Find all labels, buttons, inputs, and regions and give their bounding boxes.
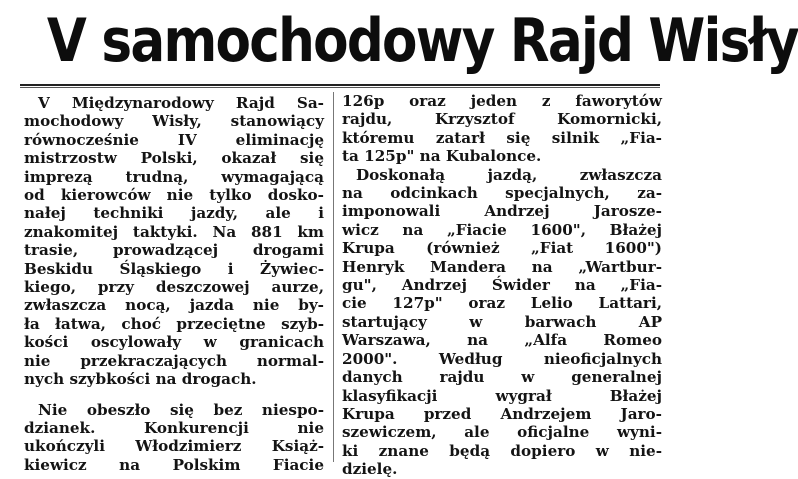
article-text-line: gu", Andrzej Świder na „Fia- xyxy=(342,276,662,295)
article-text-line: Krupa (również „Fiat 1600") xyxy=(342,239,662,258)
article-column-right xyxy=(342,92,662,479)
article-text-line: mochodowy Wisły, stanowiący xyxy=(24,112,324,131)
article-text-line: 126p oraz jeden z faworytów xyxy=(342,92,662,110)
article-text-line: wicz na „Fiacie 1600", Błażej xyxy=(342,220,662,239)
article-text-line: ta 125p" na Kubalonce. xyxy=(342,147,542,166)
article-text-line: szewiczem, ale oficjalne wyni- xyxy=(342,423,662,442)
article-text-line: kiego, przy deszczowej aurze, xyxy=(24,278,324,297)
article-text-line: klasyfikacji wygrał Błażej xyxy=(342,386,662,405)
article-text-line: równocześnie IV eliminację xyxy=(24,130,324,149)
article-text-line: ła łatwa, choć przeciętne szyb- xyxy=(24,314,324,333)
article-text-line: imponowali Andrzej Jarosze- xyxy=(342,202,662,221)
article-text-line: nych szybkości na drogach. xyxy=(24,370,257,389)
article-text-line: ukończyli Włodzimierz Książ- xyxy=(24,437,324,456)
article-column-left xyxy=(24,94,324,474)
article-text-line: imprezą trudną, wymagającą xyxy=(24,167,324,186)
article-text-line: na odcinkach specjalnych, za- xyxy=(342,184,662,203)
article-text-line: trasie, prowadzącej drogami xyxy=(24,241,324,260)
article-paragraph xyxy=(342,92,662,166)
article-text-line: Henryk Mandera na „Wartbur- xyxy=(342,257,662,276)
article-text-line: rajdu, Krzysztof Komornicki, xyxy=(342,110,662,129)
article-text-line: Warszawa, na „Alfa Romeo xyxy=(342,331,662,350)
article-text-line: dzianek. Konkurencji nie xyxy=(24,418,324,437)
article-text-line: mistrzostw Polski, okazał się xyxy=(24,149,324,168)
article-text-line: Krupa przed Andrzejem Jaro- xyxy=(342,404,662,423)
article-text-line: ki znane będą dopiero w nie- xyxy=(342,441,662,460)
article-text-line: nałej techniki jazdy, ale i xyxy=(24,204,324,223)
article-text-line: V Międzynarodowy Rajd Sa- xyxy=(38,94,324,112)
column-separator xyxy=(333,92,334,462)
article-text-line: 2000". Według nieoficjalnych xyxy=(342,349,662,368)
article-text-line: Doskonałą jazdą, zwłaszcza xyxy=(356,165,662,184)
article-headline: V samochodowy Rajd Wisły xyxy=(46,6,798,76)
article-text-line: dzielę. xyxy=(342,460,398,479)
article-text-line: od kierowców nie tylko dosko- xyxy=(24,186,324,205)
article-text-line: Nie obeszło się bez niespo- xyxy=(38,400,324,419)
article-text-line: znakomitej taktyki. Na 881 km xyxy=(24,222,324,241)
article-paragraph xyxy=(342,166,662,479)
article-text-line: kości oscylowały w granicach xyxy=(24,333,324,352)
headline-rule xyxy=(20,84,660,88)
article-text-line: nie przekraczających normal- xyxy=(24,351,324,370)
article-text-line: kiewicz na Polskim Fiacie xyxy=(24,455,324,474)
article-text-line: zwłaszcza nocą, jazda nie by- xyxy=(24,296,324,315)
article-paragraph xyxy=(24,401,324,475)
article-text-line: któremu zatarł się silnik „Fia- xyxy=(342,128,662,147)
article-text-line: Beskidu Śląskiego i Żywiec- xyxy=(24,259,324,278)
article-text-line: startujący w barwach AP xyxy=(342,312,662,331)
article-text-line: danych rajdu w generalnej xyxy=(342,368,662,387)
article-text-line: cie 127p" oraz Lelio Lattari, xyxy=(342,294,662,313)
article-paragraph xyxy=(24,94,324,389)
